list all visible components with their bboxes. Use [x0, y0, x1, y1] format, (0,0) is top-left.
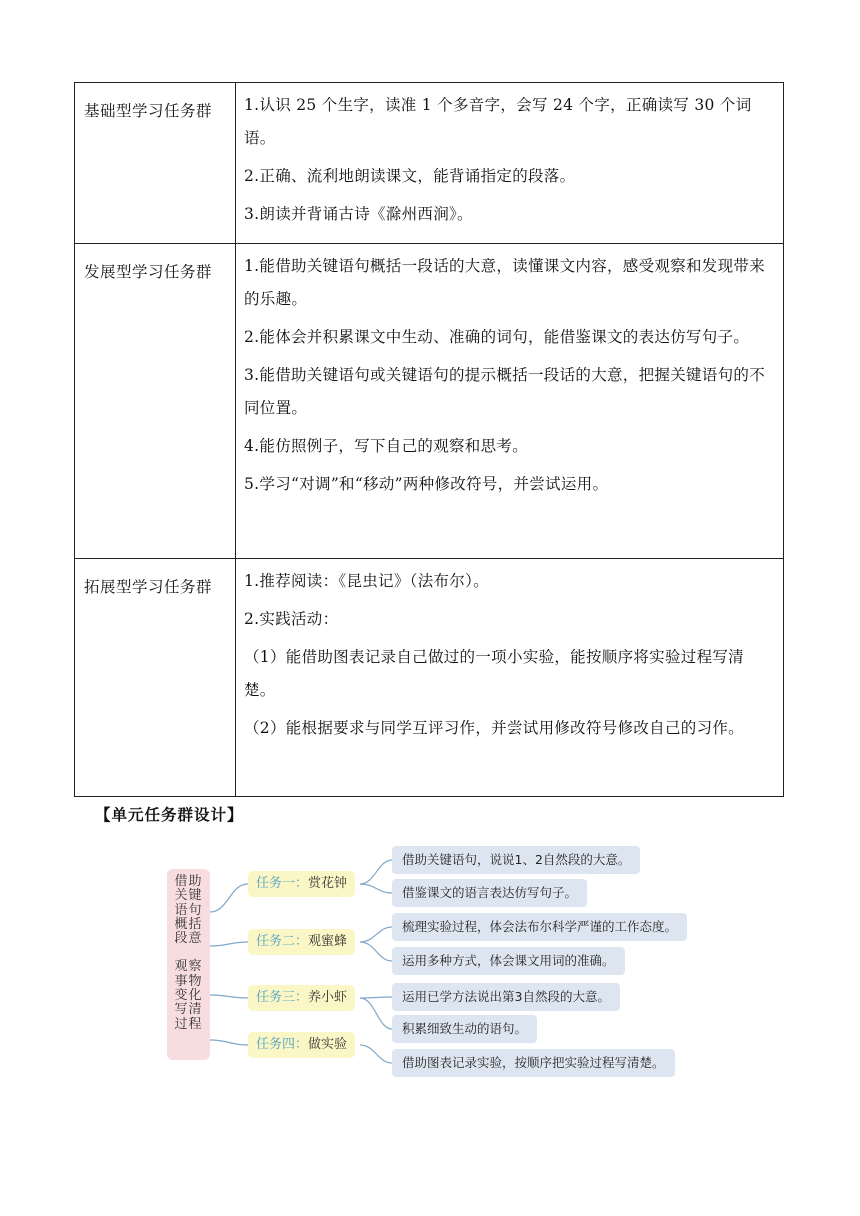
list-item: 2.能体会并积累课文中生动、准确的词句，能借鉴课文的表达仿写句子。: [244, 328, 750, 346]
leaf-node: 借助关键语句，说说1、2自然段的大意。: [392, 846, 640, 874]
category-label: 发展型学习任务群: [84, 263, 213, 281]
mindmap-root: [167, 869, 210, 1060]
connector-line: [210, 942, 248, 946]
list-item: 5.学习“对调”和“移动”两种修改符号，并尝试运用。: [244, 475, 609, 493]
table-row: [75, 244, 784, 559]
connector-line: [360, 1045, 392, 1063]
connector-line: [360, 860, 392, 884]
connector-line: [360, 927, 392, 942]
task-node-2: [248, 929, 355, 955]
list-item: 3.朗读并背诵古诗《滁州西涧》。: [244, 205, 473, 223]
list-item: 1.能借助关键语句概括一段话的大意，读懂课文内容，感受观察和发现带来的乐趣。: [244, 257, 765, 308]
task-name: 养小虾: [308, 990, 348, 1005]
task-node-1: [248, 871, 355, 897]
connector-line: [210, 884, 248, 912]
category-cell: [75, 244, 236, 559]
task-node-4: [248, 1032, 355, 1058]
leaf-node: 积累细致生动的语句。: [392, 1015, 537, 1043]
table-row: [75, 83, 784, 244]
category-label: 基础型学习任务群: [84, 102, 213, 120]
items-cell: [236, 83, 784, 244]
root-line: 变化: [174, 988, 203, 1004]
leaf-node: 借鉴课文的语言表达仿写句子。: [392, 879, 587, 907]
leaf-node: 梳理实验过程，体会法布尔科学严谨的工作态度。: [392, 913, 687, 941]
root-line: 借助: [174, 874, 203, 889]
leaf-node: 运用多种方式，体会课文用词的准确。: [392, 947, 625, 975]
connector-line: [210, 1040, 248, 1045]
root-line: 观察: [174, 959, 203, 975]
category-label: 拓展型学习任务群: [84, 578, 213, 596]
root-line: 关键: [174, 888, 203, 904]
root-line: 段意: [174, 931, 203, 947]
connector-line: [210, 995, 248, 998]
root-line: 过程: [174, 1016, 203, 1032]
root-line: 事物: [174, 973, 203, 989]
items-cell: [236, 244, 784, 559]
list-item: 3.能借助关键语句或关键语句的提示概括一段话的大意，把握关键语句的不同位置。: [244, 366, 765, 417]
task-name: 赏花钟: [308, 876, 348, 891]
list-item: 2.实践活动：: [244, 610, 339, 628]
root-line: 概括: [174, 916, 203, 932]
task-number: 任务三：: [256, 990, 309, 1005]
task-number: 任务一：: [256, 876, 309, 891]
connector-line: [360, 998, 392, 1029]
task-number: 任务二：: [256, 934, 309, 949]
items-cell: [236, 559, 784, 797]
list-item: （2）能根据要求与同学互评习作，并尝试用修改符号修改自己的习作。: [244, 719, 744, 737]
section-title: 【单元任务群设计】: [95, 806, 244, 824]
task-node-3: [248, 985, 355, 1011]
root-line: 语句: [174, 902, 203, 918]
list-item: （1）能借助图表记录自己做过的一项小实验，能按顺序将实验过程写清楚。: [244, 648, 744, 699]
connector-line: [360, 942, 392, 961]
task-name: 观蜜蜂: [308, 934, 348, 949]
list-item: 1.推荐阅读：《昆虫记》（法布尔）。: [244, 572, 489, 590]
list-item: 1.认识 25 个生字，读准 1 个多音字，会写 24 个字，正确读写 30 个词语。: [244, 96, 752, 147]
root-line: 写清: [174, 1002, 203, 1018]
connector-line: [360, 997, 392, 998]
leaf-node: 运用已学方法说出第3自然段的大意。: [392, 983, 620, 1011]
task-name: 做实验: [308, 1037, 348, 1052]
task-group-table: [74, 82, 784, 797]
category-cell: [75, 83, 236, 244]
connector-line: [360, 884, 392, 893]
leaf-node: 借助图表记录实验，按顺序把实验过程写清楚。: [392, 1049, 675, 1077]
table-row: [75, 559, 784, 797]
list-item: 2.正确、流利地朗读课文，能背诵指定的段落。: [244, 167, 576, 185]
list-item: 4.能仿照例子，写下自己的观察和思考。: [244, 437, 528, 455]
task-number: 任务四：: [256, 1037, 309, 1052]
category-cell: [75, 559, 236, 797]
